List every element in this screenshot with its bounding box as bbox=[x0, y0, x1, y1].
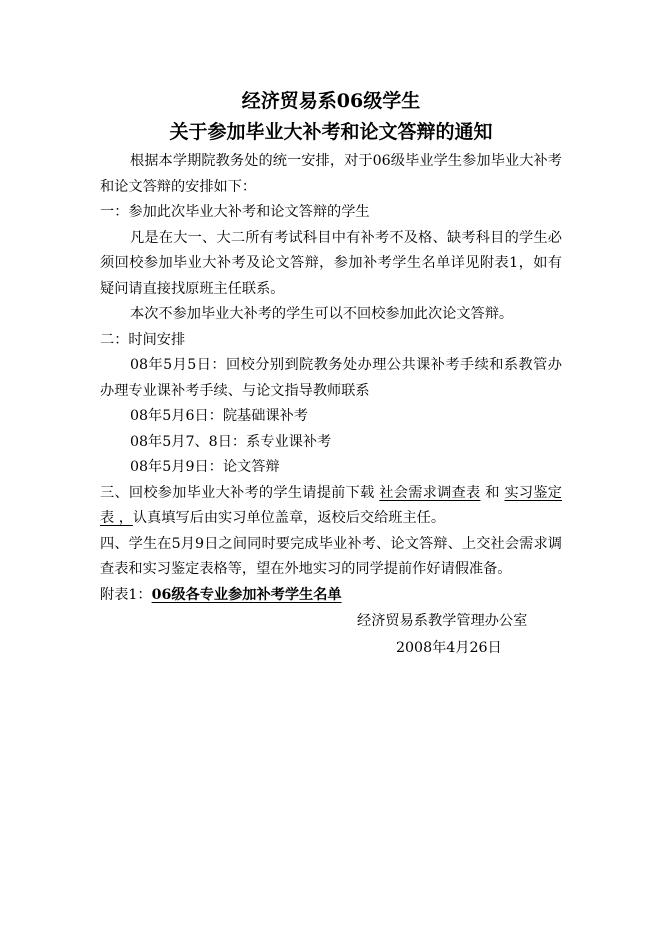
appendix-label: 附表1： bbox=[100, 586, 152, 603]
survey-form-link[interactable]: 社会需求调查表 bbox=[379, 484, 481, 501]
signature-office: 经济贸易系教学管理办公室 bbox=[357, 613, 528, 629]
section-3-suffix: 认真填写后由实习单位盖章，返校后交给班主任。 bbox=[132, 510, 446, 526]
section-2-heading: 二：时间安排 bbox=[100, 331, 186, 348]
appendix-line bbox=[100, 583, 562, 609]
title-line-1: 经济贸易系06级学生 bbox=[241, 90, 421, 112]
schedule-item: 08年5月7、8日：系专业课补考 bbox=[130, 433, 332, 450]
schedule-item: 08年5月5日：回校分别到院教务处办理公共课补考手续和系教管办办理专业课补考手续、与论文指导教师联系 bbox=[100, 357, 562, 399]
intro-paragraph: 根据本学期院教务处的统一安排，对于06级毕业学生参加毕业大补考和论文答辩的安排如下： bbox=[100, 153, 562, 195]
schedule-item: 08年5月9日：论文答辩 bbox=[130, 459, 280, 475]
section-3-paragraph bbox=[100, 481, 562, 532]
title-line-2: 关于参加毕业大补考和论文答辩的通知 bbox=[169, 121, 493, 143]
section-3-mid: 和 bbox=[480, 484, 505, 501]
makeup-list-link[interactable]: 06级各专业参加补考学生名单 bbox=[151, 586, 342, 603]
section-4-paragraph: 四、学生在5月9日之间同时要完成毕业补考、论文答辩、上交社会需求调查表和实习鉴定表格等，望在外地实习的同学提前作好请假准备。 bbox=[100, 535, 562, 577]
section-1-paragraph-1: 凡是在大一、大二所有考试科目中有补考不及格、缺考科目的学生必须回校参加毕业大补考及论文答辩，参加补考学生名单详见附表1，如有疑问请直接找原班主任联系。 bbox=[100, 229, 562, 297]
notice-document bbox=[100, 86, 562, 662]
section-1-heading: 一：参加此次毕业大补考和论文答辩的学生 bbox=[100, 204, 370, 220]
internship-form-link[interactable]: 实习鉴定表 ， bbox=[100, 484, 562, 526]
section-1-paragraph-2: 本次不参加毕业大补考的学生可以不回校参加此次论文答辩。 bbox=[130, 306, 514, 322]
section-3-prefix: 三、回校参加毕业大补考的学生请提前下载 bbox=[100, 484, 380, 501]
schedule-item: 08年5月6日：院基础课补考 bbox=[130, 408, 308, 424]
signature-date: 2008年4月26日 bbox=[396, 640, 502, 656]
